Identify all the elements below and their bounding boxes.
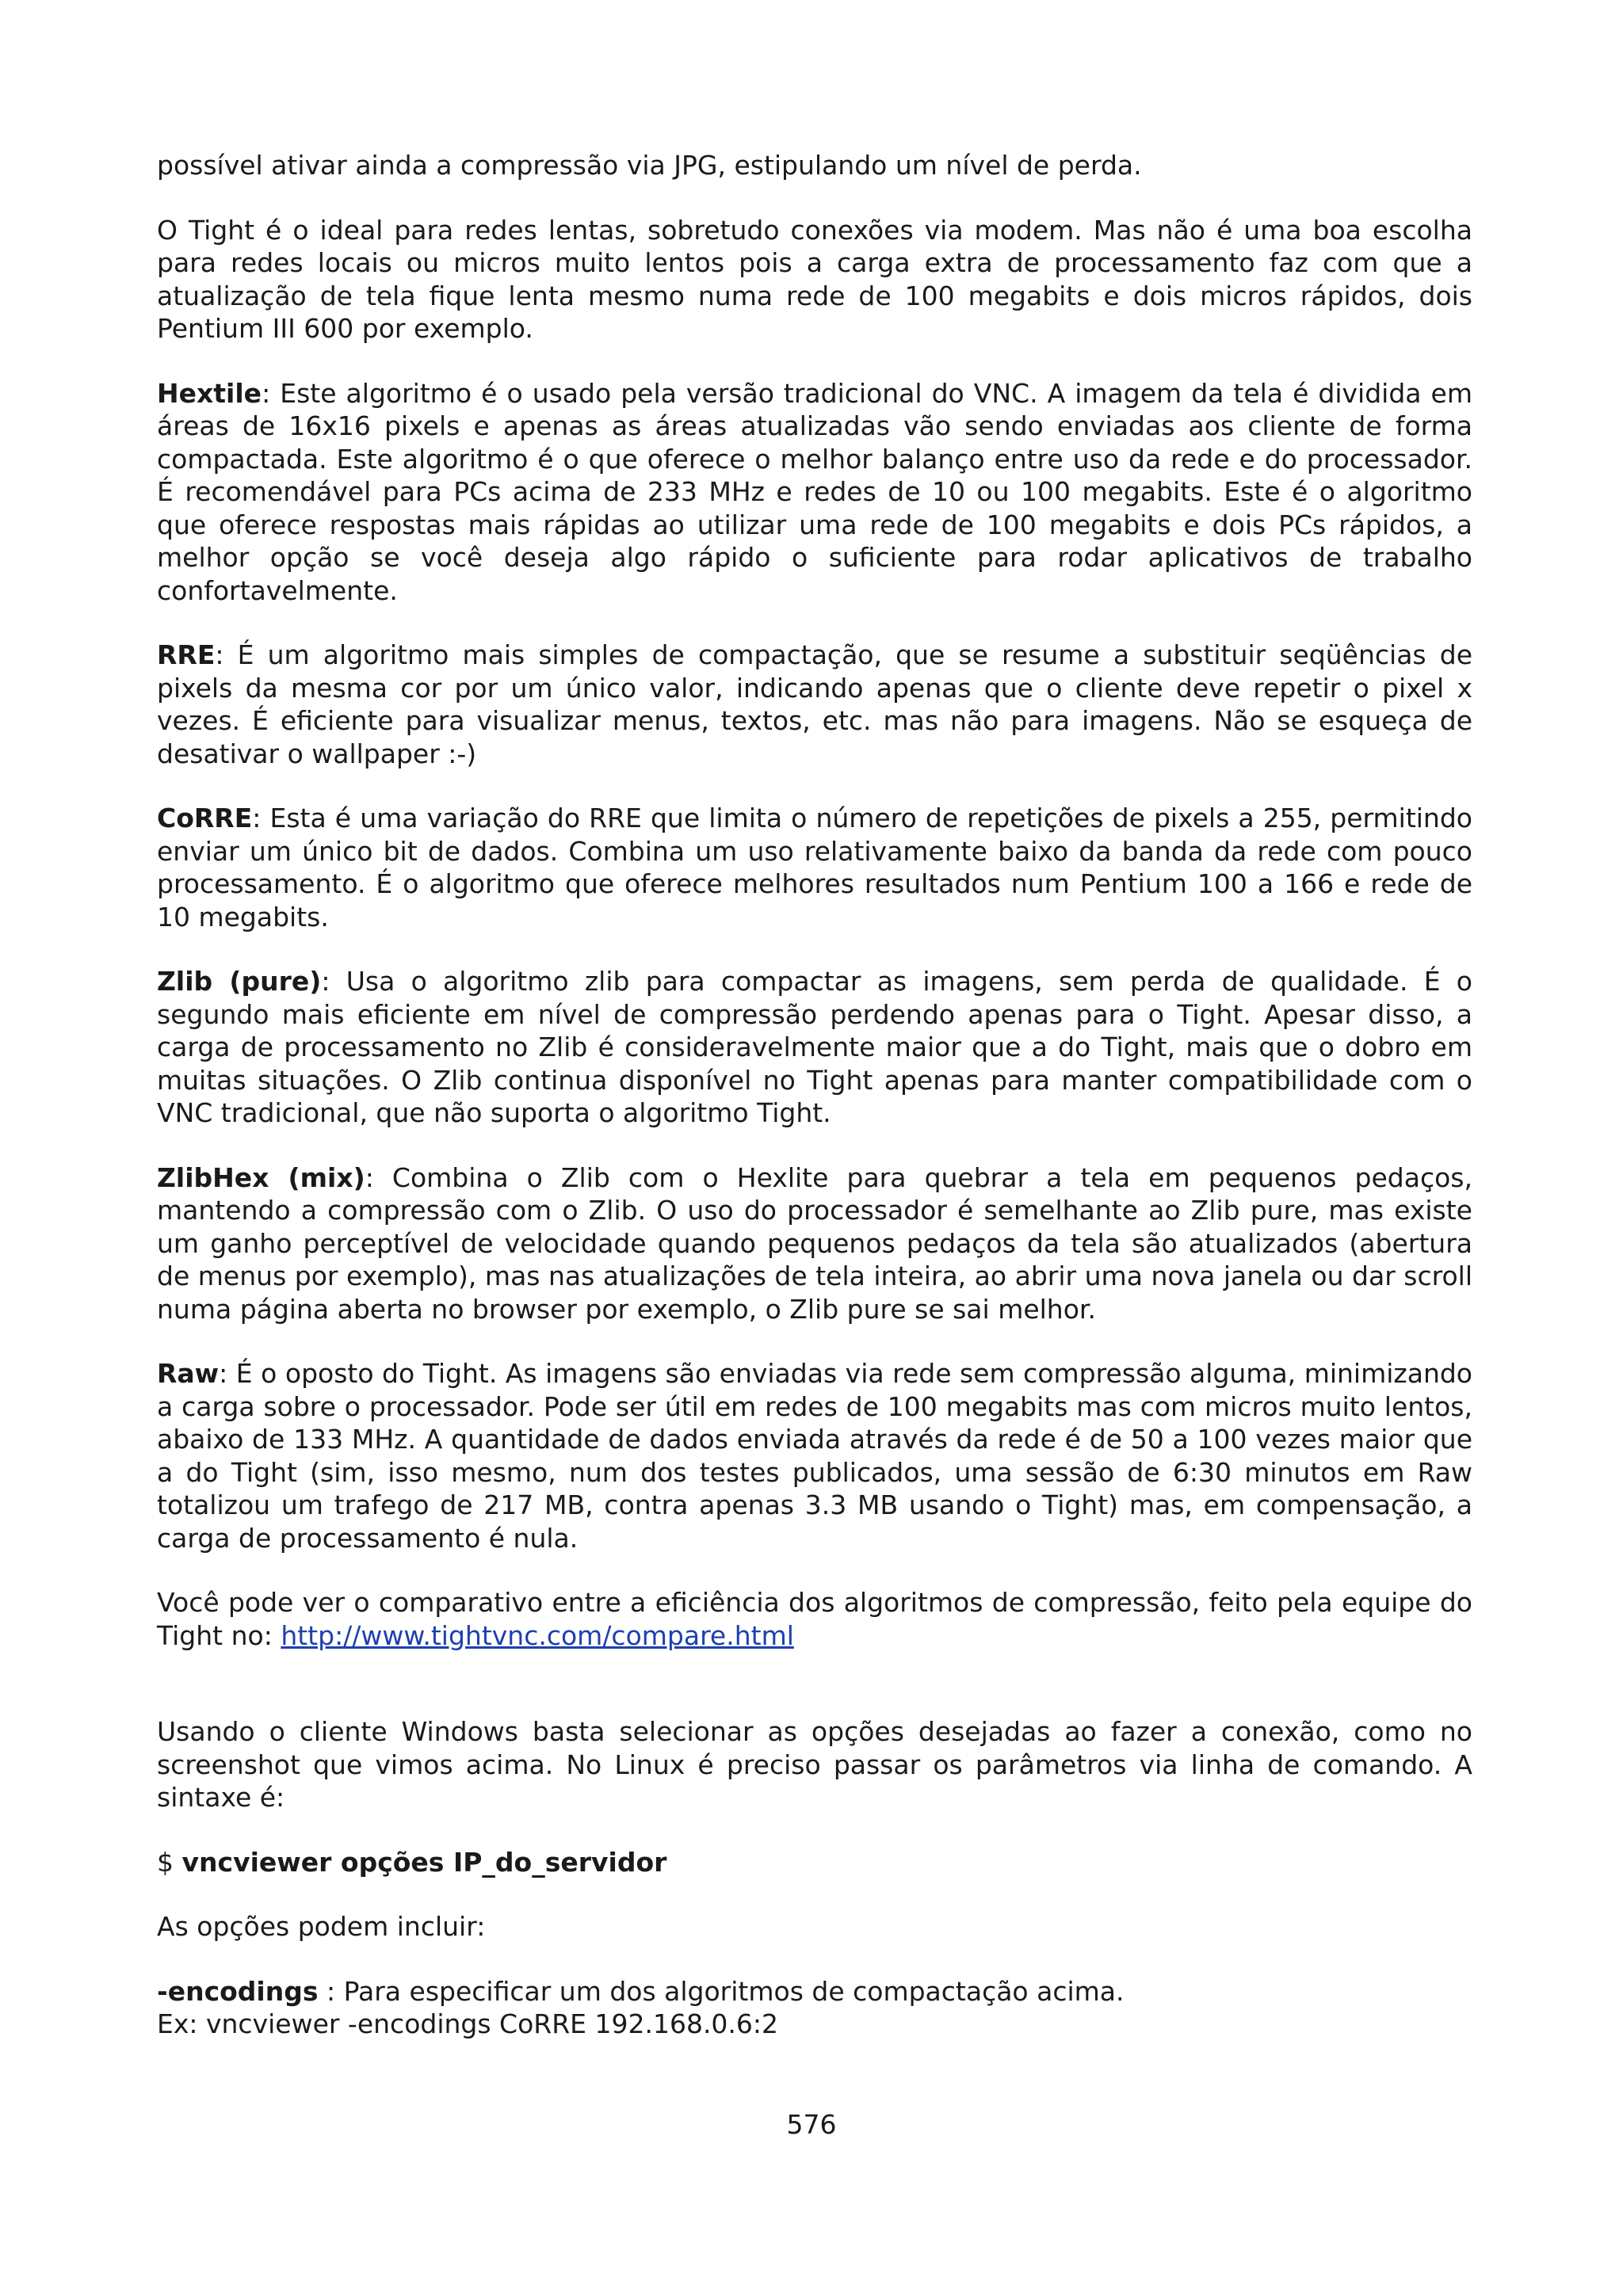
paragraph-jpg-note: possível ativar ainda a compressão via JPG, estipulando um nível de perda. [157,150,1142,181]
encodings-description: : Para especificar um dos algoritmos de compactação acima. [318,1975,1125,2007]
encodings-example: Ex: vncviewer -encodings CoRRE 192.168.0.6:2 [157,2008,779,2039]
term-raw: Raw [157,1358,220,1389]
paragraph-corre [157,802,1472,933]
term-zlib: Zlib (pure) [157,966,322,997]
paragraph-zlib [157,965,1472,1130]
command-syntax [157,1846,1472,1879]
raw-description: : É o oposto do Tight. As imagens são enviadas via rede sem compressão alguma, minimizando a carga sobre o processador. Pode ser útil em redes de 100 megabits mas com micros muito lentos, abaixo de 133 MHz. A quantidade de dados enviada através da rede é de 50 a 100 vezes maior que a do Tight (sim, isso mesmo, num dos testes publicados, uma sessão de 6:30 minutos em Raw totalizou um trafego de 217 MB, contra apenas 3.3 MB usando o Tight) mas, em compensação, a carga de processamento é nula. [157,1358,1472,1554]
term-corre: CoRRE [157,803,253,833]
compare-link[interactable]: http://www.tightvnc.com/compare.html [281,1619,794,1651]
paragraph-compare [157,1586,1472,1652]
term-hextile: Hextile [157,377,262,409]
compare-text: Você pode ver o comparativo entre a eficiência dos algoritmos de compressão, feito pela equipe do Tight no: [157,1587,1472,1651]
rre-description: : É um algoritmo mais simples de compactação, que se resume a substituir seqüências de pixels da mesma cor por um único valor, indicando apenas que o cliente deve repetir o pixel x vezes. É eficiente para visualizar menus, textos, etc. mas não para imagens. Não se esqueça de desativar o wallpaper :-) [157,639,1472,769]
paragraph-raw [157,1357,1472,1554]
paragraph-rre [157,639,1472,770]
document-page [157,149,1472,2041]
term-zlibhex: ZlibHex (mix) [157,1161,365,1193]
paragraph-options-intro: As opções podem incluir: [157,1911,486,1942]
paragraph-tight-ideal: O Tight é o ideal para redes lentas, sobretudo conexões via modem. Mas não é uma boa escolha para redes locais ou micros muito lentos pois a carga extra de processamento faz com que a atualização de tela fique lenta mesmo numa rede de 100 megabits e dois micros rápidos, dois Pentium III 600 por exemplo. [157,214,1472,344]
term-encodings: -encodings [157,1975,319,2007]
paragraph-encodings [157,1975,1472,2008]
corre-description: : Esta é uma variação do RRE que limita o número de repetições de pixels a 255, permitindo enviar um único bit de dados. Combina um uso relativamente baixo da banda da rede com pouco processamento. É o algoritmo que oferece melhores resultados num Pentium 100 a 166 e rede de 10 megabits. [157,803,1472,933]
paragraph-zlibhex [157,1161,1472,1326]
page-number: 576 [786,2109,837,2140]
command-text: vncviewer opções IP_do_servidor [181,1846,667,1878]
zlibhex-description: : Combina o Zlib com o Hexlite para quebrar a tela em pequenos pedaços, mantendo a compressão com o Zlib. O uso do processador é semelhante ao Zlib pure, mas existe um ganho perceptível de velocidade quando pequenos pedaços da tela são atualizados (abertura de menus por exemplo), mas nas atualizações de tela inteira, ao abrir uma nova janela ou dar scroll numa página aberta no browser por exemplo, o Zlib pure se sai melhor. [157,1161,1472,1325]
paragraph-windows-client: Usando o cliente Windows basta selecionar as opções desejadas ao fazer a conexão, como no screenshot que vimos acima. No Linux é preciso passar os parâmetros via linha de comando. A sintaxe é: [157,1716,1472,1813]
command-prompt: $ [157,1846,182,1878]
paragraph-hextile [157,377,1472,608]
zlib-description: : Usa o algoritmo zlib para compactar as imagens, sem perda de qualidade. É o segundo mais eficiente em nível de compressão perdendo apenas para o Tight. Apesar disso, a carga de processamento no Zlib é consideravelmente maior que a do Tight, mais que o dobro em muitas situações. O Zlib continua disponível no Tight apenas para manter compatibilidade com o VNC tradicional, que não suporta o algoritmo Tight. [157,966,1472,1128]
term-rre: RRE [157,639,216,670]
hextile-description: : Este algoritmo é o usado pela versão tradicional do VNC. A imagem da tela é dividida em áreas de 16x16 pixels e apenas as áreas atualizadas vão sendo enviadas aos cliente de forma compactada. Este algoritmo é o que oferece o melhor balanço entre uso da rede e do processador. É recomendável para PCs acima de 233 MHz e redes de 10 ou 100 megabits. Este é o algoritmo que oferece respostas mais rápidas ao utilizar uma rede de 100 megabits e dois PCs rápidos, a melhor opção se você deseja algo rápido o suficiente para rodar aplicativos de trabalho confortavelmente. [157,377,1472,606]
